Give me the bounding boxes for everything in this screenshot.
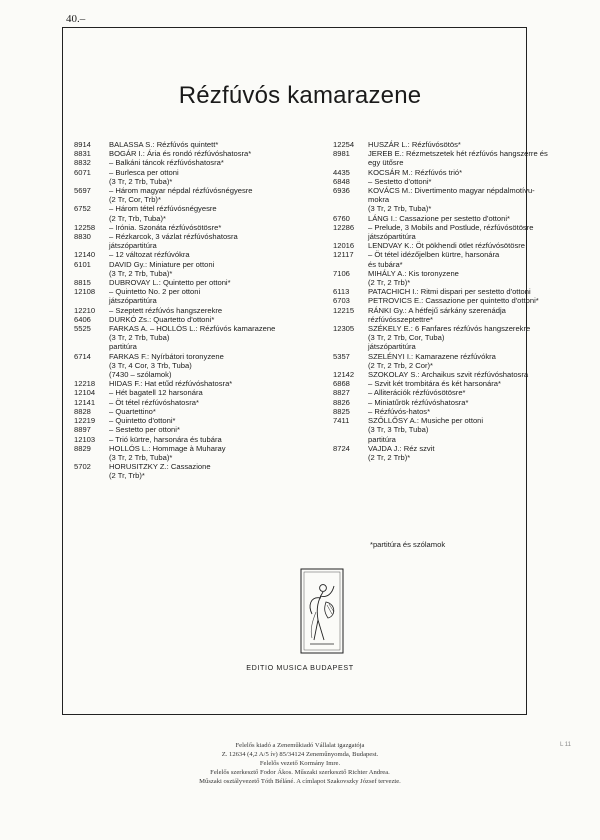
work-title: – Rézfúvós-hatos* [368, 406, 431, 416]
catalog-entry [74, 223, 318, 232]
catalog-entry [74, 416, 318, 425]
work-title: – Quintetto d'ottoni* [109, 416, 176, 426]
catalog-number: 5357 [333, 351, 350, 361]
work-title: – Prelude, 3 Mobils and Postlude, rézfúvósötösre [368, 222, 534, 232]
work-title: DAVID Gy.: Miniature per ottoni [109, 259, 215, 269]
catalog-entry [74, 398, 318, 407]
catalog-number: 8897 [74, 425, 91, 435]
catalog-number: 8831 [74, 149, 91, 159]
catalog-number: 12258 [74, 222, 96, 232]
catalog-number: 12254 [333, 140, 355, 149]
catalog-entry [74, 352, 318, 380]
page-title: Rézfúvós kamarazene [178, 82, 422, 109]
imprint-line: Felelős szerkesztő Fodor Ákos. Műszaki szerkesztő Richter Andrea. [210, 768, 390, 776]
catalog-entry [333, 287, 533, 296]
catalog-entry [74, 388, 318, 397]
work-title: – Quintetto No. 2 per ottoni [109, 287, 201, 297]
catalog-entry [333, 416, 533, 444]
catalog-number: 6868 [333, 379, 350, 389]
catalog-entry [74, 425, 318, 434]
work-title: JEREB E.: Rézmetszetek hét rézfúvós hangszerre és [368, 149, 548, 159]
imprint-block [0, 742, 600, 787]
catalog-number: 8826 [333, 397, 350, 407]
work-title: RÁNKI Gy.: A hétfejű sárkány szerenádja [368, 305, 506, 315]
work-title: – Sestetto per ottoni* [109, 425, 180, 435]
work-title: HUSZÁR L.: Rézfúvósötös* [368, 140, 461, 149]
catalog-entry [333, 370, 533, 379]
catalog-number: 8815 [74, 278, 91, 288]
catalog-entry [333, 149, 548, 168]
work-title: PATACHICH I.: Ritmi dispari per sestetto d'ottoni [368, 287, 531, 297]
work-detail: partitúra [109, 342, 137, 352]
work-title: DURKÓ Zs.: Quartetto d'ottoni* [109, 314, 215, 324]
work-detail: partitúra [368, 434, 396, 444]
work-detail: játszópartitúra [368, 232, 416, 242]
catalog-entry [74, 306, 318, 315]
work-title: – Rézkarcok, 3 vázlat rézfúvóshatosra [109, 232, 238, 242]
publisher-name: EDITIO MUSICA BUDAPEST [246, 663, 354, 672]
work-title: PETROVICS E.: Cassazione per quintetto d'ottoni* [368, 296, 539, 306]
work-title: – Hét bagatell 12 harsonára [109, 388, 203, 398]
catalog-entry [74, 287, 318, 305]
catalog-entry [333, 388, 533, 397]
catalog-number: 12104 [74, 388, 96, 398]
catalog-number: 8828 [74, 406, 91, 416]
catalog-number: 6113 [333, 287, 350, 297]
work-title: SZELÉNYI I.: Kamarazene rézfúvókra [368, 351, 496, 361]
work-title: HORUSITZKY Z.: Cassazione [109, 462, 211, 472]
catalog-entry [74, 315, 318, 324]
work-detail: egy ütősre [368, 158, 404, 168]
catalog-number: 12215 [333, 305, 355, 315]
work-detail: játszópartitúra [368, 342, 416, 352]
work-detail: (3 Tr, 4 Cor, 3 Trb, Tuba) [109, 360, 192, 370]
catalog-number: 12142 [333, 370, 355, 380]
catalog-entry [333, 140, 533, 149]
imprint-line: Műszaki osztályvezető Tóth Béláné. A címlapot Szakovszky József tervezte. [199, 777, 401, 785]
work-detail: (3 Tr, 2 Trb, Tuba) [109, 333, 170, 343]
work-title: HIDAS F.: Hat etűd rézfúvóshatosra* [109, 379, 233, 389]
work-title: – Három magyar népdal rézfúvósnégyesre [109, 186, 253, 196]
catalog-number: 12219 [74, 416, 96, 426]
catalog-entry [333, 379, 533, 388]
catalog-entry [333, 444, 533, 462]
catalog-entry [333, 352, 533, 370]
work-title: – Három tétel rézfúvósnégyesre [109, 204, 217, 214]
work-detail: játszópartitúra [109, 296, 157, 306]
work-title: BALASSA S.: Rézfúvós quintett* [109, 140, 219, 149]
work-detail: rézfúvósszeptettre* [368, 314, 433, 324]
work-title: DUBROVAY L.: Quintetto per ottoni* [109, 278, 231, 288]
catalog-entry [333, 306, 533, 324]
work-title: KOVÁCS M.: Divertimento magyar népdalmotívu- [368, 186, 535, 196]
work-title: FARKAS A. – HOLLÓS L.: Rézfúvós kamarazene [109, 324, 276, 334]
catalog-entry [74, 324, 318, 352]
work-title: FARKAS F.: Nyírbátori toronyzene [109, 351, 224, 361]
work-detail: (3 Tr, 2 Trb, Tuba)* [109, 176, 173, 186]
catalog-number: 12141 [74, 397, 96, 407]
catalog-number: 4435 [333, 167, 350, 177]
work-title: – Irónia. Szonáta rézfúvósötösre* [109, 222, 222, 232]
catalog-entry [333, 407, 533, 416]
work-detail: (2 Tr, 2 Trb)* [368, 452, 411, 462]
catalog-number: 12218 [74, 379, 96, 389]
catalog-number: 8830 [74, 232, 91, 242]
work-title: VAJDA J.: Réz szvit [368, 443, 435, 453]
catalog-entry [333, 168, 533, 177]
catalog-number: 12108 [74, 287, 96, 297]
catalog-entry [74, 278, 318, 287]
work-title: – Alliterációk rézfúvósötösre* [368, 388, 466, 398]
catalog-number: 6760 [333, 213, 350, 223]
catalog-number: 12210 [74, 305, 96, 315]
catalog-number: 8832 [74, 158, 91, 168]
page-number: 40.– [66, 13, 86, 25]
work-title: MIHÁLY A.: Kis toronyzene [368, 268, 459, 278]
catalog-number: 5697 [74, 186, 91, 196]
catalog-number: 12117 [333, 250, 354, 260]
catalog-entry [74, 232, 318, 250]
catalog-number: 8724 [333, 443, 350, 453]
work-detail: (2 Tr, Cor, Trb)* [109, 195, 161, 205]
work-title: HOLLÓS L.: Hommage à Muharay [109, 443, 226, 453]
catalog-number: 12305 [333, 324, 355, 334]
work-detail: (3 Tr, 2 Trb, Tuba)* [109, 268, 173, 278]
footnote: *partitúra és szólamok [370, 540, 446, 549]
catalog-entry [74, 444, 318, 462]
catalog-entry [74, 204, 318, 222]
catalog-number: 8829 [74, 443, 91, 453]
catalog-entry [74, 140, 318, 149]
work-detail: (2 Tr, Trb)* [109, 471, 145, 481]
catalog-entry [74, 149, 318, 158]
work-title: SZŐLLŐSY A.: Musiche per ottoni [368, 416, 484, 426]
work-detail: (2 Tr, 2 Trb)* [368, 278, 411, 288]
work-detail: (2 Tr, Trb, Tuba)* [109, 213, 166, 223]
catalog-number: 6071 [74, 167, 91, 177]
work-detail: (7430 – szólamok) [109, 370, 172, 380]
work-title: – Szeptett rézfúvós hangszerekre [109, 305, 223, 315]
catalog-number: 7106 [333, 268, 350, 278]
catalog-number: 6714 [74, 351, 91, 361]
work-detail: mokra [368, 195, 390, 205]
catalog-number: 8981 [333, 149, 350, 159]
catalog-entry [333, 296, 539, 306]
catalog-entry [74, 435, 318, 444]
catalog-number: 8914 [74, 140, 91, 149]
catalog-number: 12103 [74, 434, 96, 444]
catalog-number: 12016 [333, 241, 355, 251]
catalog-entry [74, 186, 318, 204]
catalog-entry [333, 398, 533, 407]
imprint-line: Felelős vezető Kormány Imre. [259, 759, 341, 767]
catalog-number: 5525 [74, 324, 91, 334]
catalog-entry [74, 407, 318, 416]
catalog-entry [333, 214, 533, 223]
work-detail: játszópartitúra [109, 241, 157, 251]
catalog-number: 6936 [333, 186, 350, 196]
catalog-column-left [74, 140, 318, 481]
work-title: – Öt tétel idézőjelben kürtre, harsonára [368, 250, 500, 260]
work-title: SZOKOLAY S.: Archaikus szvit rézfúvóshatosra [368, 370, 529, 380]
catalog-entry [333, 269, 533, 287]
catalog-number: 5702 [74, 462, 91, 472]
work-title: – Trió kürtre, harsonára és tubára [109, 434, 222, 444]
catalog-number: 6406 [74, 314, 91, 324]
catalog-entry [74, 379, 318, 388]
work-title: – Öt tétel rézfúvóshatosra* [109, 397, 199, 407]
catalog-number: 6848 [333, 176, 350, 186]
work-detail: (3 Tr, 2 Trb, Tuba)* [368, 204, 432, 214]
work-title: SZÉKELY E.: 6 Fanfares rézfúvós hangszerekre [368, 324, 531, 334]
work-detail: (3 Tr, 3 Trb, Tuba) [368, 425, 429, 435]
publisher-logo-icon [300, 568, 344, 659]
work-title: – 12 változat rézfúvókra [109, 250, 190, 260]
work-title: – Sestetto d'ottoni* [368, 176, 432, 186]
catalog-number: 6752 [74, 204, 91, 214]
work-title: – Balkáni táncok rézfúvóshatosra* [109, 158, 224, 168]
work-title: LENDVAY K.: Öt pökhendi ötlet rézfúvósötösre [368, 241, 526, 251]
catalog-number: 7411 [333, 416, 350, 426]
work-title: – Szvit két trombitára és két harsonára* [368, 379, 501, 389]
catalog-number: 6703 [333, 296, 350, 306]
catalog-entry [333, 250, 533, 268]
catalog-entry [74, 260, 318, 278]
work-title: LÁNG I.: Cassazione per sestetto d'ottoni* [368, 213, 511, 223]
catalog-entry [333, 177, 533, 186]
work-title: – Miniatűrök rézfúvóshatosra* [368, 397, 469, 407]
corner-mark: L 11 [560, 742, 572, 748]
catalog-entry [74, 158, 318, 167]
catalog-entry [333, 223, 533, 241]
work-title: KOCSÁR M.: Rézfúvós trió* [368, 167, 463, 177]
work-detail: (3 Tr, 2 Trb, Cor, Tuba) [368, 333, 445, 343]
catalog-number: 8827 [333, 388, 350, 398]
catalog-number: 6101 [74, 259, 91, 269]
catalog-entry [333, 186, 533, 214]
catalog-number: 8825 [333, 406, 350, 416]
work-title: – Burlesca per ottoni [109, 167, 179, 177]
catalog-entry [74, 168, 318, 186]
catalog-entry [333, 241, 533, 250]
work-detail: és tubára* [368, 259, 403, 269]
imprint-line: Z. 12634 (4,2 A/5 ív) 85/34124 Zeneműnyomda, Budapest. [221, 750, 379, 758]
catalog-entry [74, 462, 318, 480]
work-detail: (3 Tr, 2 Trb, Tuba)* [109, 452, 173, 462]
work-title: BOGÁR I.: Ária és rondó rézfúvóshatosra* [109, 149, 252, 159]
catalog-entry [74, 250, 318, 259]
catalog-entry [333, 324, 533, 352]
catalog-number: 12286 [333, 222, 355, 232]
catalog-number: 12140 [74, 250, 96, 260]
imprint-line: Felelős kiadó a Zeneműkiadó Vállalat igazgatója [235, 742, 365, 749]
work-title: – Quartettino* [109, 406, 156, 416]
catalog-column-right [333, 140, 548, 462]
work-detail: (2 Tr, 2 Trb, 2 Cor)* [368, 360, 433, 370]
